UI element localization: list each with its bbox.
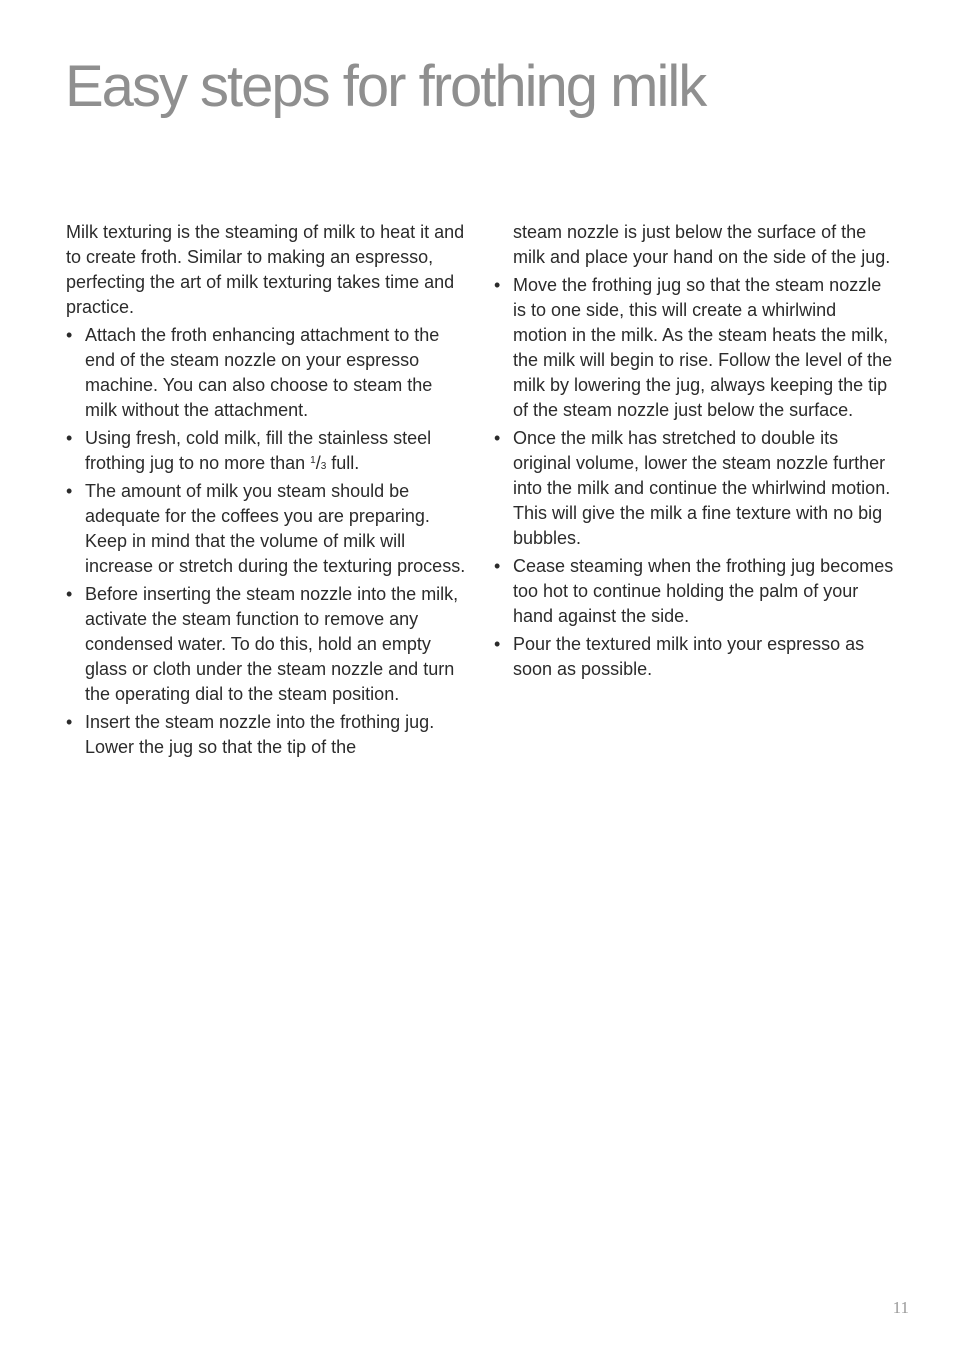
- page-number: 11: [892, 1298, 909, 1317]
- list-item: • Once the milk has stretched to double its original volume, lower the steam nozzle further into the milk and continue the whirlwind motion. This will give the milk a fine texture with no big bubbles.: [494, 426, 894, 551]
- list-item: • Insert the steam nozzle into the frothing jug. Lower the jug so that the tip of the: [66, 710, 466, 760]
- list-item: • The amount of milk you steam should be adequate for the coffees you are preparing. Keep in mind that the volume of milk will increase or stretch during the texturing process.: [66, 479, 466, 579]
- fraction-denominator: 3: [320, 461, 327, 472]
- list-item-text: full.: [326, 453, 360, 473]
- right-column: [494, 220, 894, 685]
- right-bullet-list: [494, 273, 894, 682]
- list-item: [66, 426, 466, 476]
- list-item: • Before inserting the steam nozzle into the milk, activate the steam function to remove any condensed water. To do this, hold an empty glass or cloth under the steam nozzle and turn the operating dial to the steam position.: [66, 582, 466, 707]
- left-column: [66, 220, 466, 763]
- list-item: • Pour the textured milk into your espresso as soon as possible.: [494, 632, 894, 682]
- intro-paragraph: Milk texturing is the steaming of milk to heat it and to create froth. Similar to making an espresso, perfecting the art of milk texturing takes time and practice.: [66, 222, 465, 317]
- fraction-numerator: 1: [310, 455, 316, 466]
- list-item: • Move the frothing jug so that the steam nozzle is to one side, this will create a whirlwind motion in the milk. As the steam heats the milk, the milk will begin to rise. Follow the level of the milk by lowering the jug, always keeping the tip of the steam nozzle just below the surface.: [494, 273, 894, 423]
- page-title: Easy steps for frothing milk: [65, 54, 706, 119]
- fraction-separator: /: [315, 453, 321, 473]
- list-item: • Cease steaming when the frothing jug becomes too hot to continue holding the palm of your hand against the side.: [494, 554, 894, 629]
- list-item: • Attach the froth enhancing attachment to the end of the steam nozzle on your espresso machine. You can also choose to steam the milk without the attachment.: [66, 323, 466, 423]
- continued-paragraph: steam nozzle is just below the surface of the milk and place your hand on the side of the jug.: [513, 222, 891, 267]
- left-bullet-list: [66, 323, 466, 760]
- list-item-text: Using fresh, cold milk, fill the stainless steel frothing jug to no more than: [85, 428, 432, 473]
